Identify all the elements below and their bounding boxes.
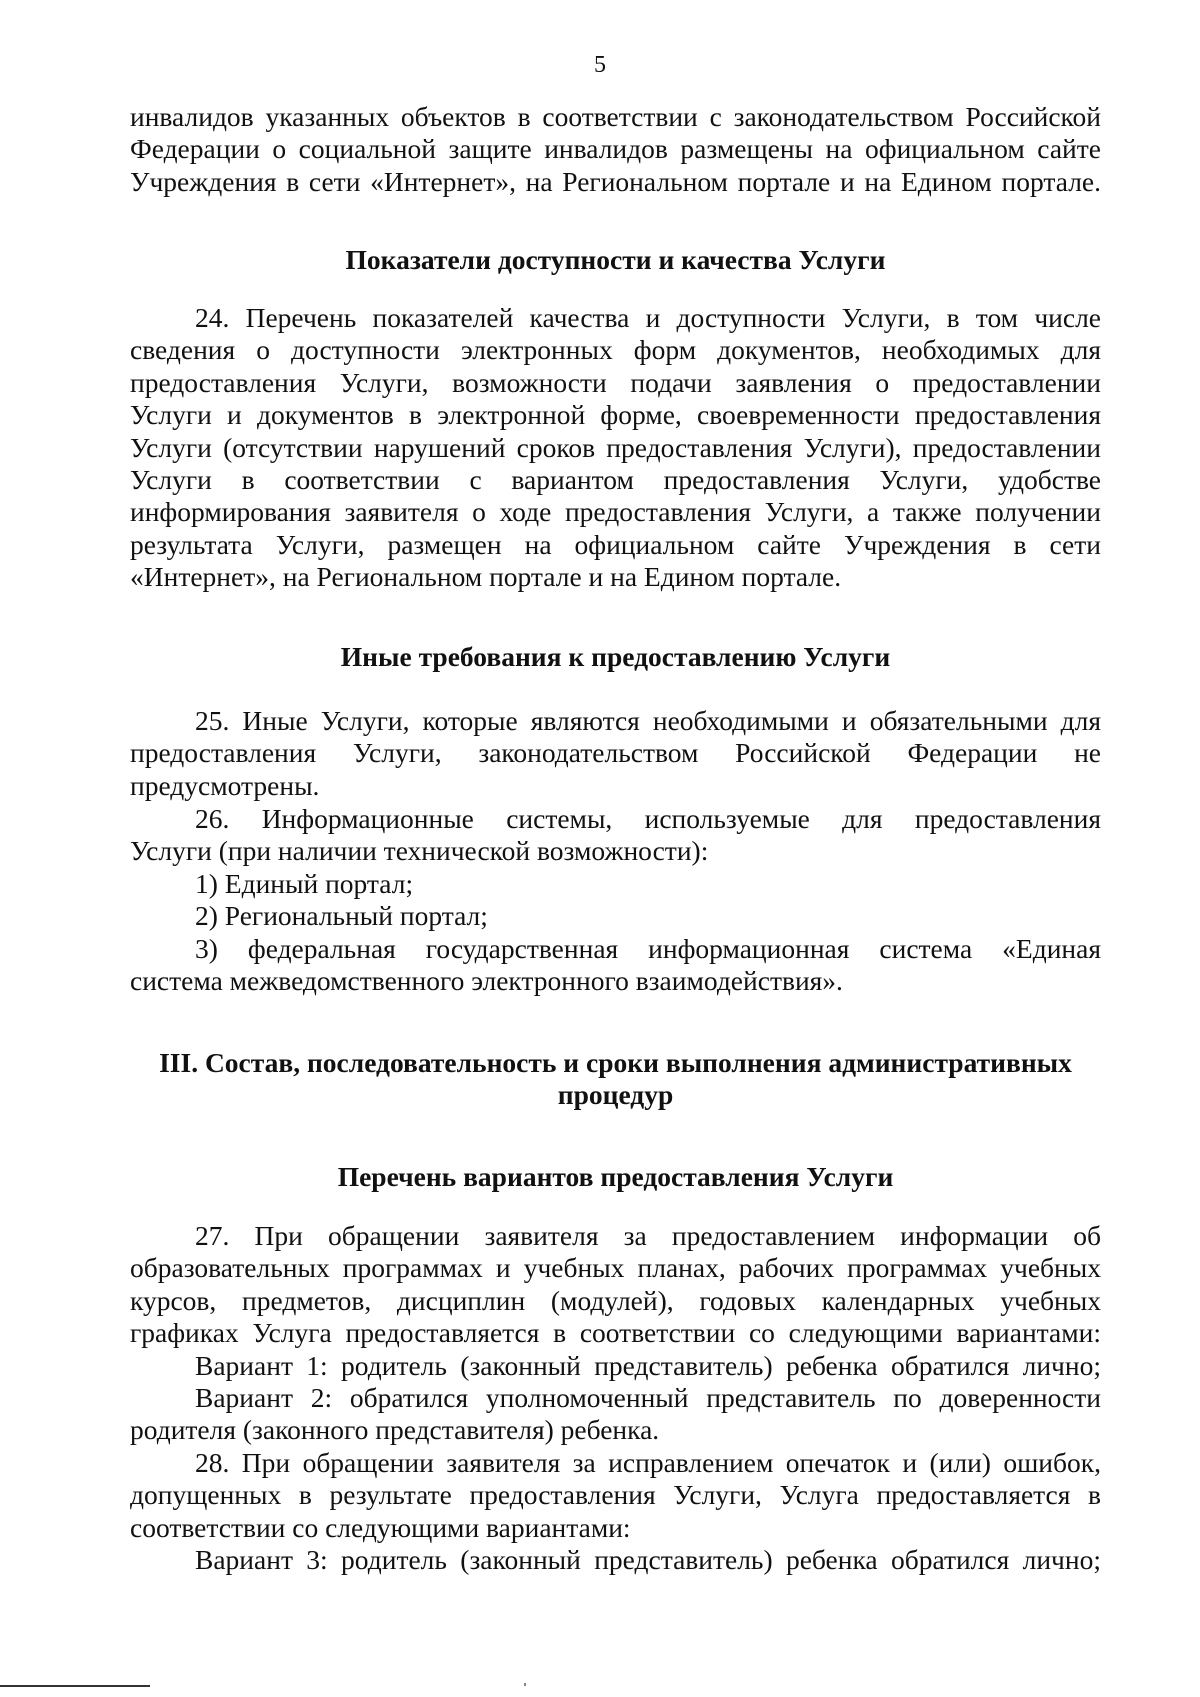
text-line: курсов, предметов, дисциплин (модулей), годовых календарных учебных [130, 1284, 1101, 1316]
text-line: соответствии со следующими вариантами: [130, 1511, 631, 1543]
paragraph-28 [130, 1447, 1101, 1577]
list-item: 1) Единый портал; [195, 867, 414, 899]
section-heading: Перечень вариантов предоставления Услуги [337, 1161, 894, 1192]
text-line: Услуги в соответствии с вариантом предоставления Услуги, удобстве [130, 463, 1101, 495]
scan-edge-mark [0, 1685, 150, 1687]
section-heading: Показатели доступности и качества Услуги [345, 244, 886, 275]
list-item: 3) федеральная государственная информационная система «Единая [195, 932, 1101, 964]
text-line: сведения о доступности электронных форм документов, необходимых для [130, 334, 1101, 366]
text-line: Федерации о социальной защите инвалидов размещены на официальном сайте [130, 133, 1101, 165]
text-line: 28. При обращении заявителя за исправлением опечаток и (или) ошибок, [195, 1447, 1101, 1478]
text-line: родителя (законного представителя) ребенка. [130, 1414, 660, 1446]
paragraph-24 [130, 302, 1101, 594]
chapter-heading-line: процедур [557, 1079, 674, 1111]
text-line: допущенных в результате предоставления Услуги, Услуга предоставляется в [130, 1479, 1101, 1511]
chapter-heading-line: III. Состав, последовательность и сроки выполнения административных [159, 1047, 1072, 1078]
paragraph-25 [130, 705, 1101, 802]
text-line: 27. При обращении заявителя за предоставлением информации об [195, 1220, 1101, 1251]
paragraph-27 [130, 1220, 1101, 1447]
text-line: образовательных программах и учебных планах, рабочих программах учебных [130, 1252, 1101, 1284]
text-line: Услуги и документов в электронной форме, своевременности предоставления [130, 399, 1101, 431]
section-heading-accessibility [130, 244, 1101, 276]
intro-paragraph [130, 101, 1101, 198]
text-line: предоставления Услуги, законодательством Российской Федерации не [130, 737, 1101, 769]
scan-dot [524, 1683, 526, 1686]
text-line: результата Услуги, размещен на официальном сайте Учреждения в сети [130, 528, 1101, 560]
section-heading-other [130, 641, 1101, 673]
text-line: информирования заявителя о ходе предоставления Услуги, а также получении [130, 496, 1101, 528]
text-line: инвалидов указанных объектов в соответствии с законодательством Российской [130, 101, 1101, 132]
page-number: 5 [594, 52, 606, 78]
text-line: Услуги (отсутствии нарушений сроков предоставления Услуги), предоставлении [130, 431, 1101, 463]
paragraph-26 [130, 803, 1101, 997]
text-line: графиках Услуга предоставляется в соответствии со следующими вариантами: [130, 1317, 1101, 1349]
text-line: Учреждения в сети «Интернет», на Региональном портале и на Едином портале. [130, 165, 1101, 197]
text-line: Вариант 1: родитель (законный представитель) ребенка обратился лично; [195, 1349, 1101, 1381]
text-line: 25. Иные Услуги, которые являются необходимыми и обязательными для [195, 705, 1101, 736]
text-line: 24. Перечень показателей качества и доступности Услуги, в том числе [195, 302, 1101, 333]
text-line: Вариант 3: родитель (законный представитель) ребенка обратился лично; [195, 1544, 1101, 1576]
text-line: «Интернет», на Региональном портале и на Едином портале. [130, 561, 842, 593]
section-heading: Иные требования к предоставлению Услуги [340, 641, 891, 672]
text-line: 26. Информационные системы, используемые для предоставления [195, 803, 1101, 834]
text-line: предоставления Услуги, возможности подачи заявления о предоставлении [130, 366, 1101, 398]
text-line: система межведомственного электронного взаимодействия». [130, 964, 843, 996]
chapter-3-heading [130, 1047, 1101, 1112]
list-item: 2) Региональный портал; [195, 900, 488, 932]
section-heading-variants [130, 1161, 1101, 1193]
text-line: Услуги (при наличии технической возможности): [130, 835, 709, 867]
text-line: Вариант 2: обратился уполномоченный представитель по доверенности [195, 1381, 1101, 1413]
text-line: предусмотрены. [130, 769, 320, 801]
